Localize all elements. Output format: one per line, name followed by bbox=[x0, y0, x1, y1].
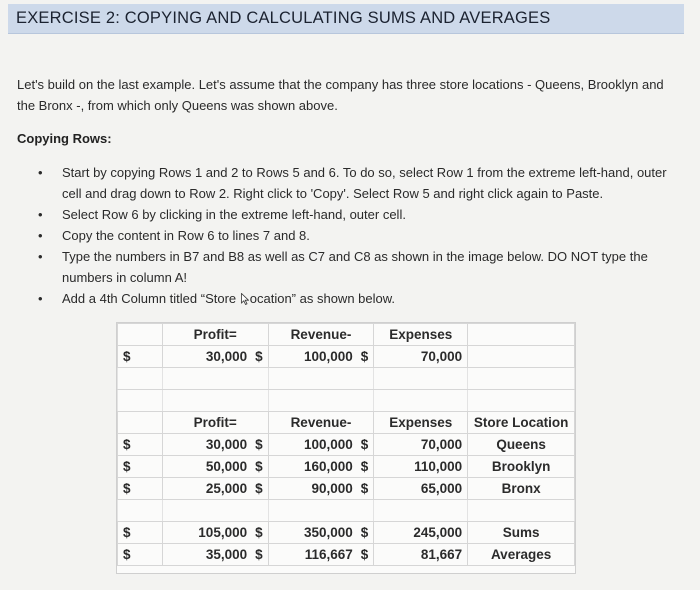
table-row: Profit= Revenue- Expenses Store Location bbox=[118, 412, 575, 434]
table-row bbox=[118, 390, 575, 412]
header-revenue: Revenue- bbox=[268, 324, 374, 346]
table-row: $ $ 105,000 $ 350,000 245,000 Sums bbox=[118, 522, 575, 544]
sums-label: Sums bbox=[468, 522, 575, 544]
bullet-icon: • bbox=[38, 228, 43, 243]
section-title: Copying Rows: bbox=[17, 131, 112, 146]
list-item: • Copy the content in Row 6 to lines 7 and 8. bbox=[38, 225, 678, 246]
header-expenses: Expenses bbox=[374, 324, 468, 346]
instruction-list bbox=[38, 162, 678, 309]
spreadsheet-table bbox=[117, 323, 575, 566]
table-row: $ $ 35,000 $ 116,667 81,667 Averages bbox=[118, 544, 575, 566]
bullet-icon: • bbox=[38, 207, 43, 222]
header-profit: Profit= bbox=[162, 324, 268, 346]
header-store-location: Store Location bbox=[468, 412, 575, 434]
intro-paragraph: Let's build on the last example. Let's assume that the company has three store locations - Queens, Brooklyn and the Bronx -, from which only Queens was shown above. bbox=[17, 77, 664, 113]
table-row bbox=[118, 368, 575, 390]
table-row bbox=[118, 500, 575, 522]
table-row: $ $ 30,000 $ 100,000 70,000 Queens bbox=[118, 434, 575, 456]
bullet-icon: • bbox=[38, 249, 43, 264]
list-item: • Add a 4th Column titled “Store ocation” as shown below. bbox=[38, 288, 678, 309]
mouse-cursor-icon bbox=[241, 293, 249, 305]
exercise-title: EXERCISE 2: COPYING AND CALCULATING SUMS AND AVERAGES bbox=[16, 9, 551, 27]
list-item: • Type the numbers in B7 and B8 as well as C7 and C8 as shown in the image below. DO NOT type the numbers in column A! bbox=[38, 246, 678, 288]
spreadsheet-image bbox=[116, 322, 576, 574]
table-row: $ $ 30,000 $ 100,000 70,000 bbox=[118, 346, 575, 368]
table-row bbox=[118, 324, 575, 346]
bullet-icon: • bbox=[38, 291, 43, 306]
exercise-header bbox=[8, 4, 684, 34]
bullet-icon: • bbox=[38, 165, 43, 180]
list-item: • Start by copying Rows 1 and 2 to Rows 5 and 6. To do so, select Row 1 from the extreme left-hand, outer cell and drag down to Row 2. Right click to 'Copy'. Select Row 5 and right click again to Paste. bbox=[38, 162, 678, 204]
table-row: $ $ 50,000 $ 160,000 110,000 Brooklyn bbox=[118, 456, 575, 478]
table-row: $ $ 25,000 $ 90,000 65,000 Bronx bbox=[118, 478, 575, 500]
list-item: • Select Row 6 by clicking in the extreme left-hand, outer cell. bbox=[38, 204, 678, 225]
averages-label: Averages bbox=[468, 544, 575, 566]
